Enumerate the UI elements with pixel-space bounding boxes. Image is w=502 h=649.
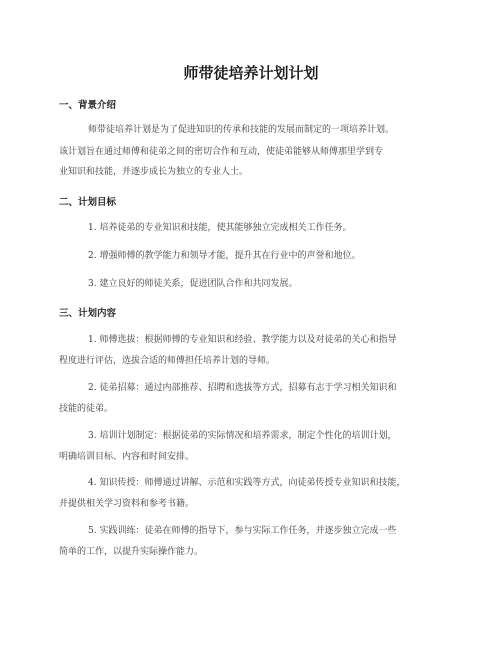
section-heading-goals: 二、计划目标 <box>59 197 117 208</box>
list-item: 3. 建立良好的师徒关系，促进团队合作和共同发展。 <box>88 279 298 289</box>
list-item-continuation: 并提供相关学习资料和参考书籍。 <box>59 499 195 509</box>
paragraph-line: 业知识和技能，并逐步成长为独立的专业人士。 <box>59 167 249 177</box>
list-item-continuation: 技能的徒弟。 <box>59 404 114 414</box>
list-item: 2. 徒弟招募：通过内部推荐、招聘和选拔等方式，招募有志于学习相关知识和 <box>88 383 397 393</box>
list-item: 1. 培养徒弟的专业知识和技能，使其能够独立完成相关工作任务。 <box>88 223 352 233</box>
paragraph-line: 师带徒培养计划是为了促进知识的传承和技能的发展而制定的一项培养计划。 <box>88 125 395 135</box>
list-item-continuation: 程度进行评估，选拔合适的师傅担任培养计划的导师。 <box>59 356 276 366</box>
list-item-continuation: 明确培训目标、内容和时间安排。 <box>59 452 195 462</box>
list-item-continuation: 简单的工作，以提升实际操作能力。 <box>59 547 204 557</box>
paragraph-line: 该计划旨在通过师傅和徒弟之间的密切合作和互动，使徒弟能够从师傅那里学到专 <box>59 147 384 157</box>
page-title: 师带徒培养计划计划 <box>183 64 319 82</box>
list-item: 1. 师傅选拔：根据师傅的专业知识和经验、教学能力以及对徒弟的关心和指导 <box>88 335 397 345</box>
section-heading-content: 三、计划内容 <box>59 308 117 319</box>
list-item: 5. 实践训练：徒弟在师傅的指导下，参与实际工作任务，并逐步独立完成一些 <box>88 526 397 536</box>
list-item: 3. 培训计划制定：根据徒弟的实际情况和培养需求，制定个性化的培训计划， <box>88 431 397 441</box>
list-item: 2. 增强师傅的教学能力和领导才能，提升其在行业中的声誉和地位。 <box>88 251 361 261</box>
section-heading-background: 一、背景介绍 <box>59 100 117 111</box>
list-item: 4. 知识传授：师傅通过讲解、示范和实践等方式，向徒弟传授专业知识和技能， <box>88 478 406 488</box>
